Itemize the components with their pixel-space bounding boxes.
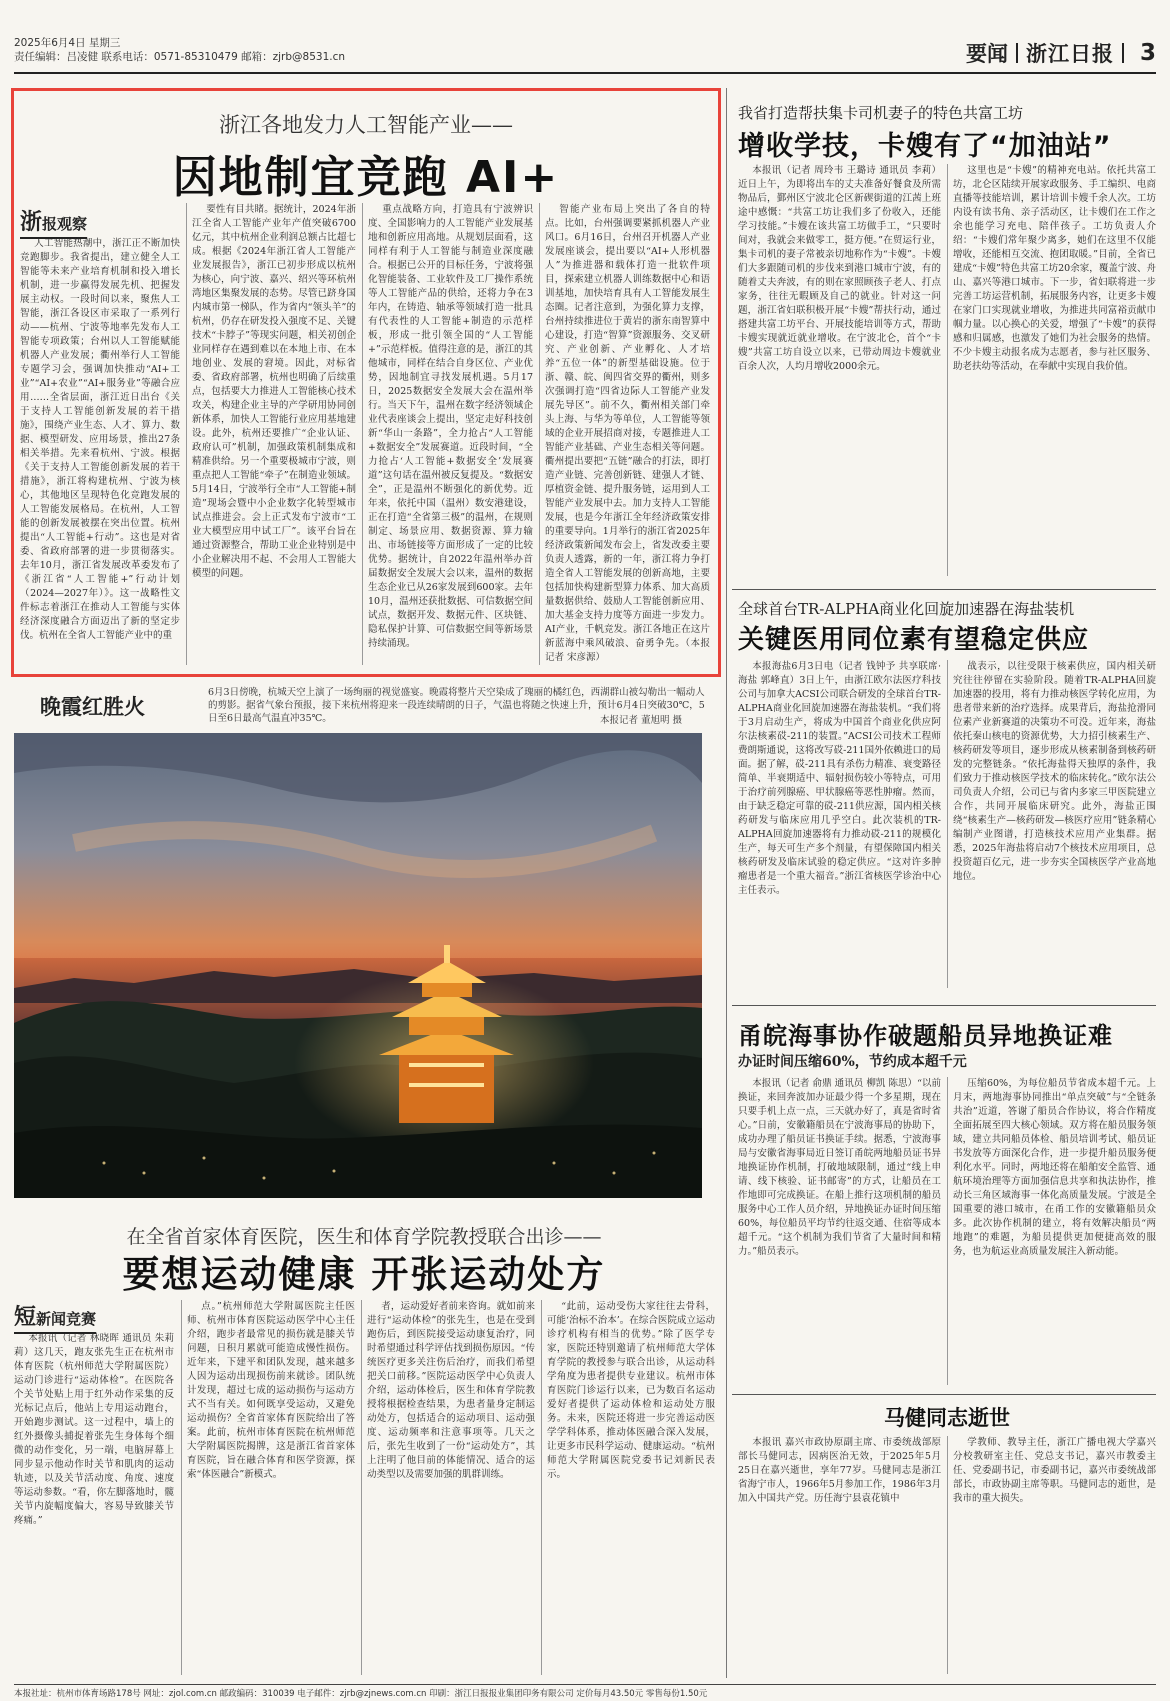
- isotope-column-2: 战表示，以往受限于核素供应，国内相关研究往往停留在实验阶段。随着TR-ALPHA回旋加速器的投用，将有力推动核医学转化应用，为患者带来新的治疗选择。成果背后，海盐抢滑同位素产业新赛道的决策功不可没。近年来，海盐依托秦山核电的资源优势，大力招引核素生产、核药研发等项目，逐步形成从核素制备到核药研发的完整链条。“依托海盐得天独厚的条件，我们致力于推动核医学技术的临床转化。”欧尔法公司负责人介绍，公司已与省内多家三甲医院建立合作，共同开展临床研究。此外，海盐正围绕“核素生产—核药研发—核医疗应用”链条精心编制产业图谱，打造核技术应用产业集群。据悉，2025年海盐将启动7个核技术应用项目，总投资超百亿元，进一步夯实全国核医学产业高地地位。: [953, 661, 1156, 882]
- maritime-column-2: 压缩60%，为每位船员节省成本超千元。上月末，两地海事协同推出“单点突破”与“全链条共治”近道，答谢了船员合作协议，将合作精度全面拓展至四大核心领域。双方将在船员服务领域，建立共同船员体检、船员培训考试、船员证书发放等方面深化合作，进一步提升船员服务便利化水平。同时，两地还将在船舶安全监管、通航环境治理等方面加强信息共享和执法协作，推动长三角区域海事一体化高质量发展。宁波是全国重要的港口城市，在甬工作的安徽籍船员众多。此次协作机制的建立，将有效解决船员“两地跑”的难题，为船员提供更加便捷高效的服务，也为航运业高质量发展注入新动能。: [953, 1078, 1156, 1257]
- masthead-info: [14, 36, 345, 64]
- column-divider: [539, 203, 540, 665]
- lead-column-2: 要性有目共睹。据统计，2024年浙江全省人工智能产业年产值突破6700亿元，其中杭州企业利润总额占比超七成。根据《2024年浙江省人工智能产业发展报告》，浙江已初步形成以杭州为核心，向宁波、嘉兴、绍兴等环杭州湾地区集聚发展的态势。尽管已跻身国内城市第一梯队，作为省内“领头羊”的杭州，仍存在研发投入强度不足、关键技术“卡脖子”等现实问题，相关初创企业同样存在遇到难以在本地上市、在本地创业、发展的窘境。因此，对标省委、省政府部署，杭州也明确了后续重点，包括要大力推进人工智能核心技术攻关，构建企业主导的产学研用协同创新体系，加快人工智能行业应用基地建设。此外，杭州还要推广“企业认证、政府认可”机制，加强政策机制集成和精准供给。另一个重要极城市宁波，则重点把人工智能“牵子”在制造业领域。5月14日，宁波举行全市“人工智能+制造”现场会暨中小企业数字化转型城市试点推进会。会上正式发布宁波市“工业大模型应用中试工厂”。该平台旨在通过资源整合，帮助工业企业特别是中小企业解决用不起、不会用人工智能大模型的问题。: [192, 204, 356, 579]
- lead-column-3: 重点战略方向，打造具有宁波辨识度、全国影响力的人工智能产业发展基地和创新应用高地。从规划层面看，这同样有利于人工智能与制造业深度融合。根据已公开的目标任务，宁波将强化智能装备、工业软件及工厂操作系统等人工智能产品的供给，还将力争在3年内，在铸造、轴承等领域打造一批具有代表性的人工智能+制造的示范样板，形成一批引领全国的“人工智能+”示范样板。值得注意的是，浙江的其他城市，同样在结合自身区位、产业优势，因地制宜寻找发展机遇。5月17日，2025数据安全发展大会在温州举行。当天下午，温州在数字经济领域企业代表座谈会上提出，坚定走好科技创新“华山一条路”，全力抢占“人工智能+数据安全”发展赛道。近段时间，“全力抢占‘人工智能+数据安全’发展赛道”这句话在温州被反复提及。“数据安全”，正是温州不断强化的新优势。近年来，依托中国（温州）数安港建设，正在打造“全省第三极”的温州，在规则制定、场景应用、数据资源、算力输出、市场链接等方面形成了一定的比较优势。据统计，自2022年温州举办首届数据安全发展大会以来，温州的数据生态企业已从26家发展到600家。去年10月，温州还获批数据、可信数据空间试点，数据开发、数据元件、区块链、隐私保护计算、可信数据空间等新场景持续涌现。: [368, 204, 533, 649]
- column-divider: [181, 1300, 182, 1675]
- obituary-column-1: 本报讯 嘉兴市政协原副主席、市委统战部原部长马健同志，因病医治无效，于2025年5月25日在嘉兴逝世，享年77岁。马健同志是浙江省海宁市人，1966年5月参加工作，1986年3月加入中国共产党。历任海宁县袁花镇中: [738, 1437, 941, 1504]
- lead-headline[interactable]: 因地制宜竞跑 AI+: [172, 152, 560, 203]
- isotope-headline[interactable]: 关键医用同位素有望稳定供应: [738, 625, 1090, 655]
- story-divider: [732, 1394, 1156, 1395]
- obituary-headline[interactable]: 马健同志逝世: [884, 1406, 1010, 1430]
- column-divider: [947, 1436, 948, 1674]
- photo-title: 晚霞红胜火: [40, 695, 145, 719]
- masthead-divider: [1122, 43, 1124, 63]
- column-divider: [947, 1077, 948, 1385]
- column-divider: [186, 203, 187, 665]
- editor-line: 责任编辑：吕凌健 联系电话：0571-85310479 邮箱：zjrb@8531.cn: [14, 51, 346, 63]
- lead-article[interactable]: [11, 88, 721, 677]
- photo-caption: 6月3日傍晚，杭城天空上演了一场绚丽的视觉盛宴。晚霞将整片天空染成了瑰丽的橘红色，西湖群山被勾勒出一幅动人的剪影。据省气象台预报，接下来杭州将迎来一段连续晴朗的日子，气温也将随之快速上升，预计6月4日突破30℃，5日至6日最高气温直冲35℃。: [208, 687, 705, 724]
- masthead-divider: [1016, 43, 1018, 63]
- sunset-photo[interactable]: [14, 733, 702, 1198]
- sports-column-2: 点。”杭州师范大学附属医院主任医师、杭州市体育医院运动医学中心主任介绍，跑步者最常见的损伤就是膝关节问题，日积月累就可能造成慢性损伤。近年来，下建平和团队发现，越来越多人因为运动出现损伤前来就诊。团队统计发现，超过七成的运动损伤与运动方式不当有关。如何既享受运动，又避免运动损伤？全省首家体育医院给出了答案。此前，杭州市体育医院在杭州师范大学附属医院揭牌，这是浙江省首家体育医院，旨在融合体育和医学资源，探索“体医融合”新模式。: [187, 1301, 355, 1480]
- page-footer: 本报社址：杭州市体育场路178号 网址：zjol.com.cn 邮政编码：310039 电子邮件：zjrb@zjnews.com.cn 印刷：浙江日报报业集团印务有限公司 定价每月43.50元 零售每份1.50元: [14, 1684, 1156, 1699]
- column-divider: [947, 164, 948, 576]
- sports-column-1: 本报讯（记者 林晓晖 通讯员 朱莉莉）这几天，跑友张先生正在杭州市体育医院（杭州师范大学附属医院）运动门诊进行“运动体检”。在医院各个关节处贴上用于红外动作采集的反光标记点后，他站上专用运动跑台，开始跑步测试。这一过程中，墙上的红外摄像头捕捉着张先生身体每个细微的动作变化，另一端，电脑屏幕上同步显示他动作时关节和肌肉的运动轨迹，以及关节活动度、角度、速度等运动参数。“看，你左脚落地时，髋关节内旋幅度偏大，容易导致膝关节疼痛。”: [14, 1333, 174, 1526]
- photo-credit: 本报记者 董旭明 摄: [600, 715, 683, 726]
- column-divider: [361, 1300, 362, 1675]
- paper-name: 浙江日报: [1025, 41, 1114, 66]
- lead-kicker: 浙江各地发力人工智能产业——: [219, 113, 513, 137]
- column-divider: [947, 660, 948, 988]
- sports-column-3: 者，运动爱好者前来咨询。就如前来进行“运动体检”的张先生，也是在受到跑伤后，到医院接受运动康复治疗，同时希望通过科学评估找到损伤原因。“传统医疗更多关注伤后治疗，而我们希望把关口前移。”医院运动医学中心负责人介绍，运动体检后，医生和体育学院教授将根据检查结果，为患者量身定制运动处方，包括适合的运动项目、运动强度、运动频率和注意事项等。几天之后，张先生收到了一份“运动处方”，其上注明了他目前的体能情况、适合的运动类型以及需要加强的肌群训练。: [367, 1301, 535, 1480]
- kaosao-column-1: 本报讯（记者 周玲韦 王璐诗 通讯员 李莉）近日上午，为即将出车的丈夫准备好餐食及所需物品后，鄞州区宁波北仑区新碶街道的江茜上班途中感慨：“共富工坊让我们多了份收入，还能学习技能。”卡嫂在该共富工坊做手工，“只要时间对，我就会来做零工，挺方便。”在贸运行业，集卡司机的妻子常被亲切地称作为“卡嫂”。卡嫂们大多跟随司机的步伐来到港口城市宁波，有的随着丈夫奔波，有的则在家照顾孩子老人、打点家务，往往无暇顾及自己的就业。针对这一问题，浙江省妇联积极开展“卡嫂”帮扶行动，通过搭建共富工坊平台、开展技能培训等方式，帮助卡嫂实现就近就业增收。在宁波北仑，首个“卡嫂”共富工坊自设立以来，已带动周边卡嫂就业百余人次，人均月增收2000余元。: [738, 165, 941, 372]
- lead-column-4: 智能产业布局上突出了各自的特点。比如，台州强调要紧抓机器人产业风口。6月16日，台州召开机器人产业发展座谈会，提出要以“AI+人形机器人”为推进器和载体打造一批软件项目，探索建立机器人训练数据中心和语训基地，加快培育具有人工智能发展生态圈。记者注意到，为强化算力支撑，台州持续推进位于黄岩的浙东南智算中心建设，打造“智算”资源服务、交叉研究、产业创新、产业孵化、人才培养“五位一体”的新型基础设施。位于浙、赣、皖、闽四省交界的衢州，则多次强调打造“四省边际人工智能产业发展先导区”。前不久，衢州相关部门牵头上海、与华为等单位，人工智能等领域的企业开展招商对接，专题推进人工智能产业基础、产业生态相关等问题。衢州提出要把“五链”融合的打法，即打造产业链、完善创新链、建强人才链、厚植资金链、提升服务链，运用到人工智能产业发展中去。加力支持人工智能发展，也是今年浙江全年经济政策安排的重要导向。1月举行的浙江省2025年经济政策新闻发布会上，省发改委主要负责人透露，新的一年，浙江将力争打造全省人工智能发展的创新高地，主要包括加快构建新型算力体系、加大高质量数据供给、鼓励人工智能创新应用、加大基金支持力度等方面进一步发力。AI产业，千帆竞发。浙江各地正在这片新蓝海中乘风破浪、奋勇争先。（本报记者 宋彦源）: [545, 204, 710, 663]
- sunset-photo-image: [14, 733, 702, 1198]
- sports-column-4: “此前，运动受伤大家往往去骨科，可能‘治标不治本’。在综合医院成立运动诊疗机构有相当的优势。”除了医学专家，医院还特别邀请了杭州师范大学体育学院的教授参与联合出诊，从运动科学角度为患者提供专业建议。杭州市体育医院门诊运行以来，已为数百名运动爱好者提供了运动体检和运动处方服务。未来，医院还将进一步完善运动医学学科体系，推动体医融合深入发展，让更多市民科学运动、健康运动。“杭州师范大学附属医院党委书记刘新民表示。: [547, 1301, 715, 1480]
- story-divider: [732, 589, 1156, 590]
- column-tag-big: 浙: [20, 209, 43, 235]
- maritime-column-1: 本报讯（记者 俞鼎 通讯员 柳凯 陈思）“以前换证，来回奔波加办证最少得一个多星期，现在只要手机上点一点，三天就办好了，真是省时省心。”日前，安徽籍船员在宁波海事局的协助下，成功办理了船员证书换证手续。据悉，宁波海事局与安徽省海事局近日签订甬皖两地船员证书异地换证协作机制，打破地域限制，通过“线上申请、线下核验、证书邮寄”的方式，让船员在工作地即可完成换证。在船上推行这项机制的船员服务中心工作人员介绍，异地换证办证时间压缩60%，每位船员平均节约往返交通、住宿等成本超千元。“这个机制为我们节省了大量时间和精力。”船员表示。: [738, 1078, 941, 1257]
- maritime-headline[interactable]: 甬皖海事协作破题船员异地换证难: [738, 1022, 1113, 1050]
- column-tag-small: 报观察: [42, 215, 88, 233]
- section-name: 要闻: [965, 41, 1008, 66]
- column-divider: [541, 1300, 542, 1675]
- story-divider: [732, 1005, 1156, 1006]
- column-tag-duanxinwen: [14, 1300, 96, 1334]
- column-tag-zhebao: [20, 205, 87, 239]
- page-masthead: [14, 36, 1156, 74]
- column-divider: [362, 203, 363, 665]
- isotope-column-1: 本报海盐6月3日电（记者 钱钟予 共享联席·海盐 郭峰直）3日上午，由浙江欧尔法医疗科技公司与加拿大ACSI公司联合研发的全球首台TR-ALPHA商业化回旋加速器在海盐装机。“我们将于3月启动生产，将成为中国首个商业化供应阿尔法核素砹-211的装置。”ACSI公司技术工程师费朗斯通说，这将改写砹-211国外依赖进口的局面。据了解，砹-211具有杀伤力精准、衰变路径简单、半衰期适中、辐射损伤较小等特点，可用于治疗前列腺癌、甲状腺癌等恶性肿瘤。然而，由于缺乏稳定可靠的砹-211供应源，国内相关核药研发与临床应用几乎空白。此次装机的TR-ALPHA回旋加速器将有力推动砹-211的规模化生产，每天可生产多个剂量，有望保障国内相关核药研发及临床试验的稳定供应。“这对许多肿瘤患者是一个重大福音。”浙江省核医学诊治中心主任表示。: [738, 661, 941, 896]
- kaosao-headline[interactable]: 增收学技，卡嫂有了“加油站”: [738, 131, 1112, 162]
- masthead-brand: [966, 38, 1156, 68]
- lead-column-1: 人工智能热潮中，浙江正不断加快竞跑脚步。我省提出，建立健全人工智能等未来产业培育机制和投入增长机制，进一步赢得发展先机、把握发展主动权。一段时间以来，聚焦人工智能，浙江各设区市采取了一系列行动——杭州、宁波等地率先发布人工智能专项政策；台州以人工智能赋能机器人产业发展；衢州举行人工智能专题学习会，强调加快推动“AI+工业”“AI+农业”“AI+服务业”等融合应用……全省层面，浙江近日出台《关于支持人工智能创新发展的若干措施》，围绕产业生态、人才、算力、数据、模型研发、应用场景，推出27条相关举措。先来看杭州、宁波。根据《关于支持人工智能创新发展的若干措施》，浙江将构建杭州、宁波为核心，其他地区呈现特色化竞跑发展的人工智能发展格局。在杭州，人工智能的创新发展被摆在突出位置。杭州提出“人工智能+行动”。这也是对省委、省政府部署的进一步贯彻落实。去年10月，浙江省发展改革委发布了《浙江省“人工智能+”行动计划（2024—2027年）》。这一战略性文件标志着浙江在推动人工智能与实体经济深度融合方面迈出了新的坚定步伐。杭州在全省人工智能产业中的重: [20, 238, 180, 641]
- obituary-column-2: 学教师、教导主任，浙江广播电视大学嘉兴分校教研室主任、党总支书记，嘉兴市教委主任、党委副书记，市委副书记，嘉兴市委统战部部长，市政协副主席等职。马健同志的逝世，是我市的重大损失。: [953, 1437, 1156, 1504]
- maritime-subheadline: 办证时间压缩60%，节约成本超千元: [738, 1054, 967, 1070]
- sports-kicker: 在全省首家体育医院，医生和体育学院教授联合出诊——: [126, 1226, 602, 1248]
- isotope-kicker: 全球首台TR-ALPHA商业化回旋加速器在海盐装机: [738, 600, 1075, 618]
- column-tag-small: 新闻竞赛: [36, 1310, 97, 1328]
- column-tag-big: 短: [14, 1304, 37, 1330]
- sports-headline[interactable]: 要想运动健康 开张运动处方: [122, 1253, 606, 1296]
- page-number: 3: [1139, 40, 1156, 66]
- main-column-divider: [726, 88, 727, 1678]
- kaosao-column-2: 这里也是“卡嫂”的精神充电站。依托共富工坊，北仑区陆续开展家政服务、手工编织、电商直播等技能培训，累计培训卡嫂千余人次。工坊内设有读书角、亲子活动区，让卡嫂们在工作之余也能学习充电、陪伴孩子。工坊负责人介绍：“卡嫂们常年聚少离多，她们在这里不仅能增收，还能相互交流、抱团取暖。”目前，全省已建成“卡嫂”特色共富工坊20余家，覆盖宁波、舟山、嘉兴等港口城市。下一步，省妇联将进一步完善工坊运营机制，拓展服务内容，让更多卡嫂在家门口实现就业增收，为推进共同富裕贡献巾帼力量。以心换心的关爱，增强了“卡嫂”的获得感和归属感，也激发了她们为社会服务的热情。不少卡嫂主动报名成为志愿者，参与社区服务、助老扶幼等活动，在奉献中实现自我价值。: [953, 165, 1156, 372]
- kaosao-kicker: 我省打造帮扶集卡司机妻子的特色共富工坊: [738, 104, 1024, 122]
- date-line: 2025年6月4日 星期三: [14, 37, 121, 49]
